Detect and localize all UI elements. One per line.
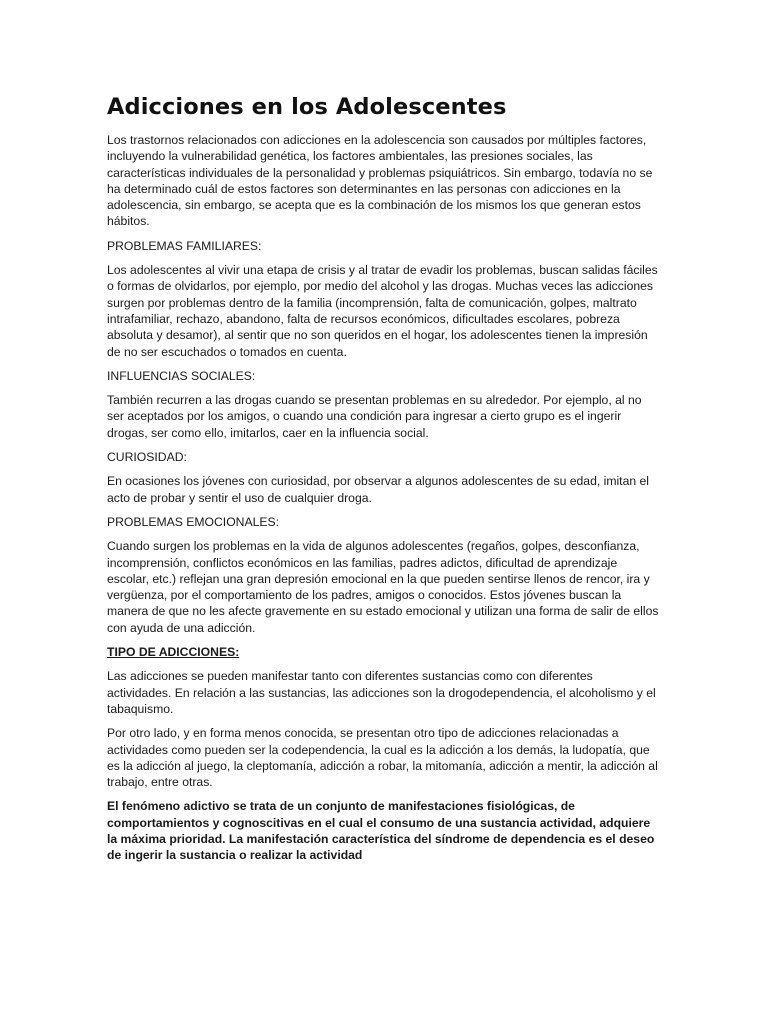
paragraph-tipo-sustancias: Las adicciones se pueden manifestar tanto con diferentes sustancias como con diferentes actividades. En relación a las sustancias, las adicciones son la drogodependencia, el alcoholismo y el tabaquismo. (107, 669, 656, 716)
document-page (107, 92, 660, 872)
section-heading-curiosidad: CURIOSIDAD: (107, 450, 187, 465)
paragraph-sociales: También recurren a las drogas cuando se presentan problemas en su alrededor. Por ejemplo, al no ser aceptados por los amigos, o cuando una condición para ingresar a cierto grupo es el ingerir drogas, ser como ello, imitarlos, caer en la influencia social. (107, 393, 642, 440)
document-title: Adicciones en los Adolescentes (107, 94, 507, 120)
section-heading-familiares: PROBLEMAS FAMILIARES: (107, 238, 262, 253)
section-heading-sociales: INFLUENCIAS SOCIALES: (107, 368, 256, 383)
conclusion-paragraph: El fenómeno adictivo se trata de un conjunto de manifestaciones fisiológicas, de comportamientos y cognoscitivas en el cual el consumo de una sustancia actividad, adquiere la máxima prioridad. La manifestación característica del síndrome de dependencia es el deseo de ingerir la sustancia o realizar la actividad (107, 799, 655, 863)
intro-paragraph: Los trastornos relacionados con adicciones en la adolescencia son causados por múltiples factores, incluyendo la vulnerabilidad genética, los factores ambientales, las presiones sociales, las características individuales de la personalidad y problemas psiquiátricos. Sin embargo, todavía no se ha determinado cuál de estos factores son determinantes en las personas con adicciones en la adolescencia, sin embargo, se acepta que es la combinación de los mismos los que generan estos hábitos. (107, 133, 653, 229)
section-heading-emocionales: PROBLEMAS EMOCIONALES: (107, 514, 280, 529)
section-heading-tipo: TIPO DE ADICCIONES: (107, 645, 240, 660)
paragraph-curiosidad: En ocasiones los jóvenes con curiosidad, por observar a algunos adolescentes de su edad, imitan el acto de probar y sentir el uso de cualquier droga. (107, 474, 649, 505)
paragraph-emocionales: Cuando surgen los problemas en la vida de algunos adolescentes (regaños, golpes, desconfianza, incomprensión, conflictos económicos en las familias, padres adictos, dificultad de aprendizaje escolar, etc.) reflejan una gran depresión emocional en la que pueden sentirse llenos de rencor, ira y vergüenza, por el comportamiento de los padres, amigos o conocidos. Estos jóvenes buscan la manera de que no les afecte gravemente en su estado emocional y utilizan una forma de salir de ellos con ayuda de una adicción. (107, 539, 659, 635)
paragraph-familiares: Los adolescentes al vivir una etapa de crisis y al tratar de evadir los problemas, buscan salidas fáciles o formas de olvidarlos, por ejemplo, por medio del alcohol y las drogas. Muchas veces las adicciones surgen por problemas dentro de la familia (incomprensión, falta de comunicación, golpes, maltrato intrafamiliar, rechazo, abandono, falta de recursos económicos, dificultades escolares, pobreza absoluta y desamor), al sentir que no son queridos en el hogar, los adolescentes tienen la impresión de no ser escuchados o tomados en cuenta. (107, 263, 658, 359)
paragraph-tipo-actividades: Por otro lado, y en forma menos conocida, se presentan otro tipo de adicciones relacionadas a actividades como pueden ser la codependencia, la cual es la adicción a los demás, la ludopatía, que es la adicción al juego, la cleptomanía, adicción a robar, la mitomanía, adicción a mentir, la adicción al trabajo, entre otras. (107, 726, 658, 790)
